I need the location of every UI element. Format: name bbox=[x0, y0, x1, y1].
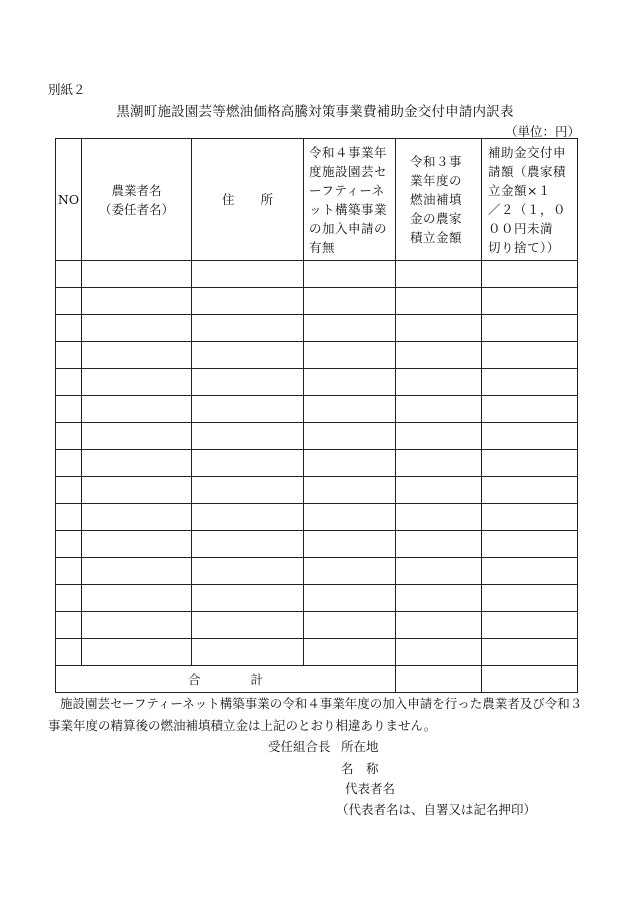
table-cell[interactable] bbox=[192, 639, 304, 666]
header-amount-line: 補助金交付申 bbox=[488, 144, 567, 160]
table-cell[interactable] bbox=[56, 423, 82, 450]
table-cell[interactable] bbox=[482, 261, 578, 288]
table-cell[interactable] bbox=[396, 315, 482, 342]
table-row bbox=[56, 477, 578, 504]
table-cell[interactable] bbox=[482, 288, 578, 315]
header-join-line: 令和４事業年 bbox=[309, 144, 388, 160]
table-cell[interactable] bbox=[56, 558, 82, 585]
table-cell[interactable] bbox=[56, 261, 82, 288]
table-row bbox=[56, 504, 578, 531]
table-cell[interactable] bbox=[82, 612, 192, 639]
table-cell[interactable] bbox=[82, 342, 192, 369]
table-cell[interactable] bbox=[482, 369, 578, 396]
declaration-statement: 施設園芸セーフティーネット構築事業の令和４事業年度の加入申請を行った農業者及び令和３事業年度の精算後の燃油補填積立金は上記のとおり相違ありません。 bbox=[48, 696, 583, 733]
table-cell[interactable] bbox=[482, 585, 578, 612]
table-cell[interactable] bbox=[82, 261, 192, 288]
table-cell[interactable] bbox=[304, 612, 396, 639]
table-cell[interactable] bbox=[304, 477, 396, 504]
header-farmer-name-sub: （委任者名） bbox=[98, 201, 174, 217]
table-cell[interactable] bbox=[82, 558, 192, 585]
signature-note: （代表者名は、自署又は記名押印） bbox=[336, 802, 537, 817]
table-row bbox=[56, 585, 578, 612]
total-label-part: 合 bbox=[187, 672, 201, 687]
table-cell[interactable] bbox=[396, 423, 482, 450]
table-row bbox=[56, 396, 578, 423]
table-cell[interactable] bbox=[304, 342, 396, 369]
header-reserve-line: 積立金額 bbox=[410, 230, 463, 245]
header-join-line: の加入申請の bbox=[309, 220, 388, 236]
table-cell[interactable] bbox=[82, 288, 192, 315]
table-cell[interactable] bbox=[396, 369, 482, 396]
table-cell[interactable] bbox=[482, 504, 578, 531]
table-cell[interactable] bbox=[396, 612, 482, 639]
table-cell[interactable] bbox=[482, 342, 578, 369]
table-cell[interactable] bbox=[396, 531, 482, 558]
signature-role: 受任組合長 bbox=[268, 739, 331, 754]
table-row bbox=[56, 261, 578, 288]
header-subsidy-amount bbox=[482, 139, 578, 261]
table-cell[interactable] bbox=[82, 423, 192, 450]
header-reserve-line: 金の農家 bbox=[410, 211, 463, 226]
table-cell[interactable] bbox=[482, 558, 578, 585]
table-cell[interactable] bbox=[192, 612, 304, 639]
total-label-part: 計 bbox=[250, 672, 264, 687]
table-row bbox=[56, 612, 578, 639]
table-cell[interactable] bbox=[304, 396, 396, 423]
header-amount-line: ００円未満 bbox=[488, 220, 554, 236]
table-cell[interactable] bbox=[192, 396, 304, 423]
header-reserve-line: 業年度の bbox=[410, 173, 463, 188]
table-cell[interactable] bbox=[482, 315, 578, 342]
table-cell[interactable] bbox=[82, 396, 192, 423]
table-cell[interactable] bbox=[482, 450, 578, 477]
table-cell[interactable] bbox=[396, 396, 482, 423]
table-row bbox=[56, 288, 578, 315]
table-cell[interactable] bbox=[192, 504, 304, 531]
table-cell[interactable] bbox=[396, 585, 482, 612]
table-cell[interactable] bbox=[304, 315, 396, 342]
annex-label: 別紙２ bbox=[48, 82, 86, 97]
table-cell[interactable] bbox=[56, 639, 82, 666]
header-reserve-line: 燃油補填 bbox=[410, 192, 463, 207]
signature-name-label: 名 称 bbox=[341, 761, 379, 776]
header-reserve-amount bbox=[396, 139, 482, 261]
table-cell[interactable] bbox=[396, 558, 482, 585]
header-address bbox=[192, 139, 304, 261]
table-cell[interactable] bbox=[56, 315, 82, 342]
table-cell[interactable] bbox=[56, 450, 82, 477]
table-cell[interactable] bbox=[304, 261, 396, 288]
table-cell[interactable] bbox=[304, 639, 396, 666]
table-cell[interactable] bbox=[396, 288, 482, 315]
table-cell[interactable] bbox=[304, 558, 396, 585]
header-join-application bbox=[304, 139, 396, 261]
table-cell[interactable] bbox=[192, 423, 304, 450]
table-cell[interactable] bbox=[192, 369, 304, 396]
table-row bbox=[56, 342, 578, 369]
header-farmer-name-main: 農業者名 bbox=[111, 182, 162, 198]
table-cell[interactable] bbox=[304, 288, 396, 315]
header-amount-line: ／２（１，０ bbox=[488, 201, 567, 217]
table-cell[interactable] bbox=[82, 315, 192, 342]
table-cell[interactable] bbox=[304, 504, 396, 531]
table-cell[interactable] bbox=[482, 639, 578, 666]
header-reserve-line: 令和３事 bbox=[410, 154, 463, 169]
table-cell[interactable] bbox=[482, 477, 578, 504]
table-cell[interactable] bbox=[192, 477, 304, 504]
header-amount-line: 切り捨て）） bbox=[488, 239, 560, 255]
table-cell[interactable] bbox=[304, 423, 396, 450]
header-amount-line: 請額（農家積 bbox=[488, 163, 567, 179]
table-cell[interactable] bbox=[56, 369, 82, 396]
table-cell[interactable] bbox=[482, 396, 578, 423]
total-amount-cell[interactable] bbox=[482, 666, 578, 693]
signature-location-label: 所在地 bbox=[341, 739, 379, 754]
table-cell[interactable] bbox=[56, 531, 82, 558]
table-cell[interactable] bbox=[304, 369, 396, 396]
table-cell[interactable] bbox=[56, 396, 82, 423]
header-address-text: 住所 bbox=[221, 192, 299, 207]
table-row bbox=[56, 639, 578, 666]
table-cell[interactable] bbox=[482, 423, 578, 450]
table-cell[interactable] bbox=[304, 585, 396, 612]
unit-label: （単位：円） bbox=[504, 124, 580, 139]
table-cell[interactable] bbox=[396, 504, 482, 531]
table-cell[interactable] bbox=[56, 477, 82, 504]
table-cell[interactable] bbox=[192, 288, 304, 315]
table-cell[interactable] bbox=[56, 504, 82, 531]
signature-rep-label: 代表者名 bbox=[345, 781, 396, 796]
table-cell[interactable] bbox=[192, 558, 304, 585]
table-cell[interactable] bbox=[192, 261, 304, 288]
header-join-line: ーフティーネ bbox=[309, 182, 385, 198]
header-amount-line: 立金額×１ bbox=[488, 182, 551, 198]
table-cell[interactable] bbox=[192, 531, 304, 558]
table-header-row bbox=[56, 139, 578, 261]
header-farmer-name bbox=[82, 139, 192, 261]
table-cell[interactable] bbox=[482, 612, 578, 639]
table-row bbox=[56, 423, 578, 450]
table-row bbox=[56, 450, 578, 477]
table-row bbox=[56, 558, 578, 585]
total-reserve-cell[interactable] bbox=[396, 666, 482, 693]
header-join-line: 度施設園芸セ bbox=[309, 163, 388, 179]
table-cell[interactable] bbox=[396, 261, 482, 288]
table-cell[interactable] bbox=[82, 450, 192, 477]
header-no: NO bbox=[56, 139, 82, 261]
table-cell[interactable] bbox=[192, 315, 304, 342]
table-row bbox=[56, 369, 578, 396]
table-row bbox=[56, 315, 578, 342]
table-cell[interactable] bbox=[396, 477, 482, 504]
table-cell[interactable] bbox=[82, 369, 192, 396]
table-cell[interactable] bbox=[56, 342, 82, 369]
table-cell[interactable] bbox=[82, 531, 192, 558]
table-cell[interactable] bbox=[396, 450, 482, 477]
table-cell[interactable] bbox=[192, 585, 304, 612]
table-cell[interactable] bbox=[82, 504, 192, 531]
table-cell[interactable] bbox=[82, 585, 192, 612]
table-cell[interactable] bbox=[304, 531, 396, 558]
document-title: 黒潮町施設園芸等燃油価格高騰対策事業費補助金交付申請内訳表 bbox=[116, 104, 514, 120]
table-cell[interactable] bbox=[82, 477, 192, 504]
table-row bbox=[56, 531, 578, 558]
table-cell[interactable] bbox=[192, 450, 304, 477]
table-cell[interactable] bbox=[56, 288, 82, 315]
header-join-line: 有無 bbox=[309, 239, 336, 255]
table-cell[interactable] bbox=[56, 585, 82, 612]
total-row bbox=[56, 666, 578, 693]
table-cell[interactable] bbox=[396, 342, 482, 369]
table-cell[interactable] bbox=[482, 531, 578, 558]
table-cell[interactable] bbox=[396, 639, 482, 666]
table-cell[interactable] bbox=[304, 450, 396, 477]
application-breakdown-table bbox=[55, 138, 578, 693]
table-cell[interactable] bbox=[56, 612, 82, 639]
total-label bbox=[56, 666, 396, 693]
header-join-line: ット構築事業 bbox=[309, 201, 388, 217]
table-cell[interactable] bbox=[82, 639, 192, 666]
table-cell[interactable] bbox=[192, 342, 304, 369]
